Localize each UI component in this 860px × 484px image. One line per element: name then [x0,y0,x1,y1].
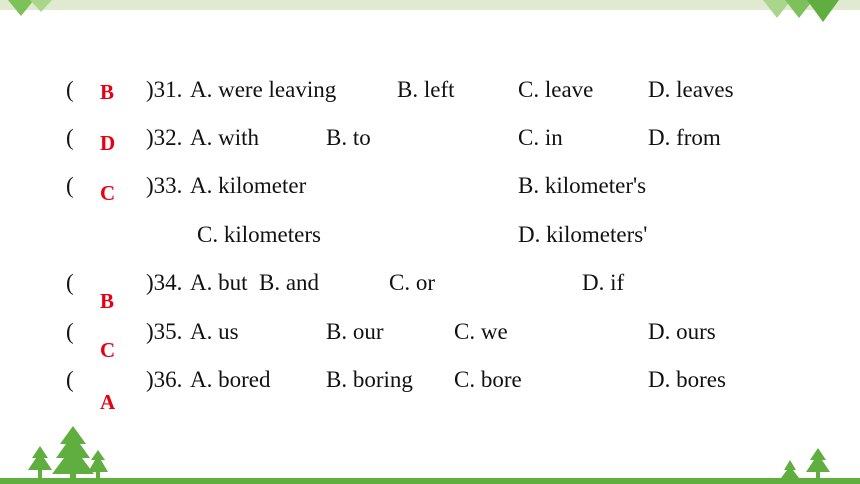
option-c: C. or [389,270,435,295]
paren-open: ( [66,125,74,150]
option-b: B. and [259,270,320,295]
option-c: C. bore [454,367,522,392]
paren-open: ( [66,319,74,344]
option-c: C. leave [518,77,594,102]
top-banner-strip [0,0,860,10]
option-a: A. but [190,270,248,295]
option-b: B. kilometer's [518,173,647,198]
option-b: B. our [326,319,384,344]
option-d: D. if [582,270,625,295]
option-d: D. leaves [648,77,734,102]
answer-letter: B [100,80,115,104]
answer-letter: C [100,181,116,205]
paren-open: ( [66,173,74,198]
answer-letter: D [100,131,116,155]
paren-open: ( [66,270,74,295]
pine-tree-icon [18,420,118,484]
paren-open: ( [66,77,74,102]
option-d: D. ours [648,319,716,344]
triangle-banner-right [755,0,860,26]
option-b: B. boring [326,367,413,392]
ground-strip [0,478,860,484]
question-number: )32. [146,125,183,150]
question-number: )35. [146,319,183,344]
option-b: B. left [397,77,455,102]
option-c: C. kilometers [197,222,321,247]
option-d: D. from [648,125,721,150]
answer-letter: A [100,390,116,414]
option-c: C. we [454,319,508,344]
paren-open: ( [66,367,74,392]
question-number: )36. [146,367,183,392]
option-a: A. bored [190,367,271,392]
option-a: A. kilometer [190,173,307,198]
option-d: D. bores [648,367,726,392]
option-b: B. to [326,125,371,150]
answer-letter: C [100,338,116,362]
question-number: )33. [146,173,183,198]
option-c: C. in [518,125,563,150]
question-number: )31. [146,77,183,102]
option-a: A. us [190,319,239,344]
triangle-banner-left [0,0,70,24]
option-a: A. with [190,125,259,150]
option-d: D. kilometers' [518,222,648,247]
question-number: )34. [146,270,183,295]
answer-letter: B [100,289,115,313]
option-a: A. were leaving [190,77,337,102]
